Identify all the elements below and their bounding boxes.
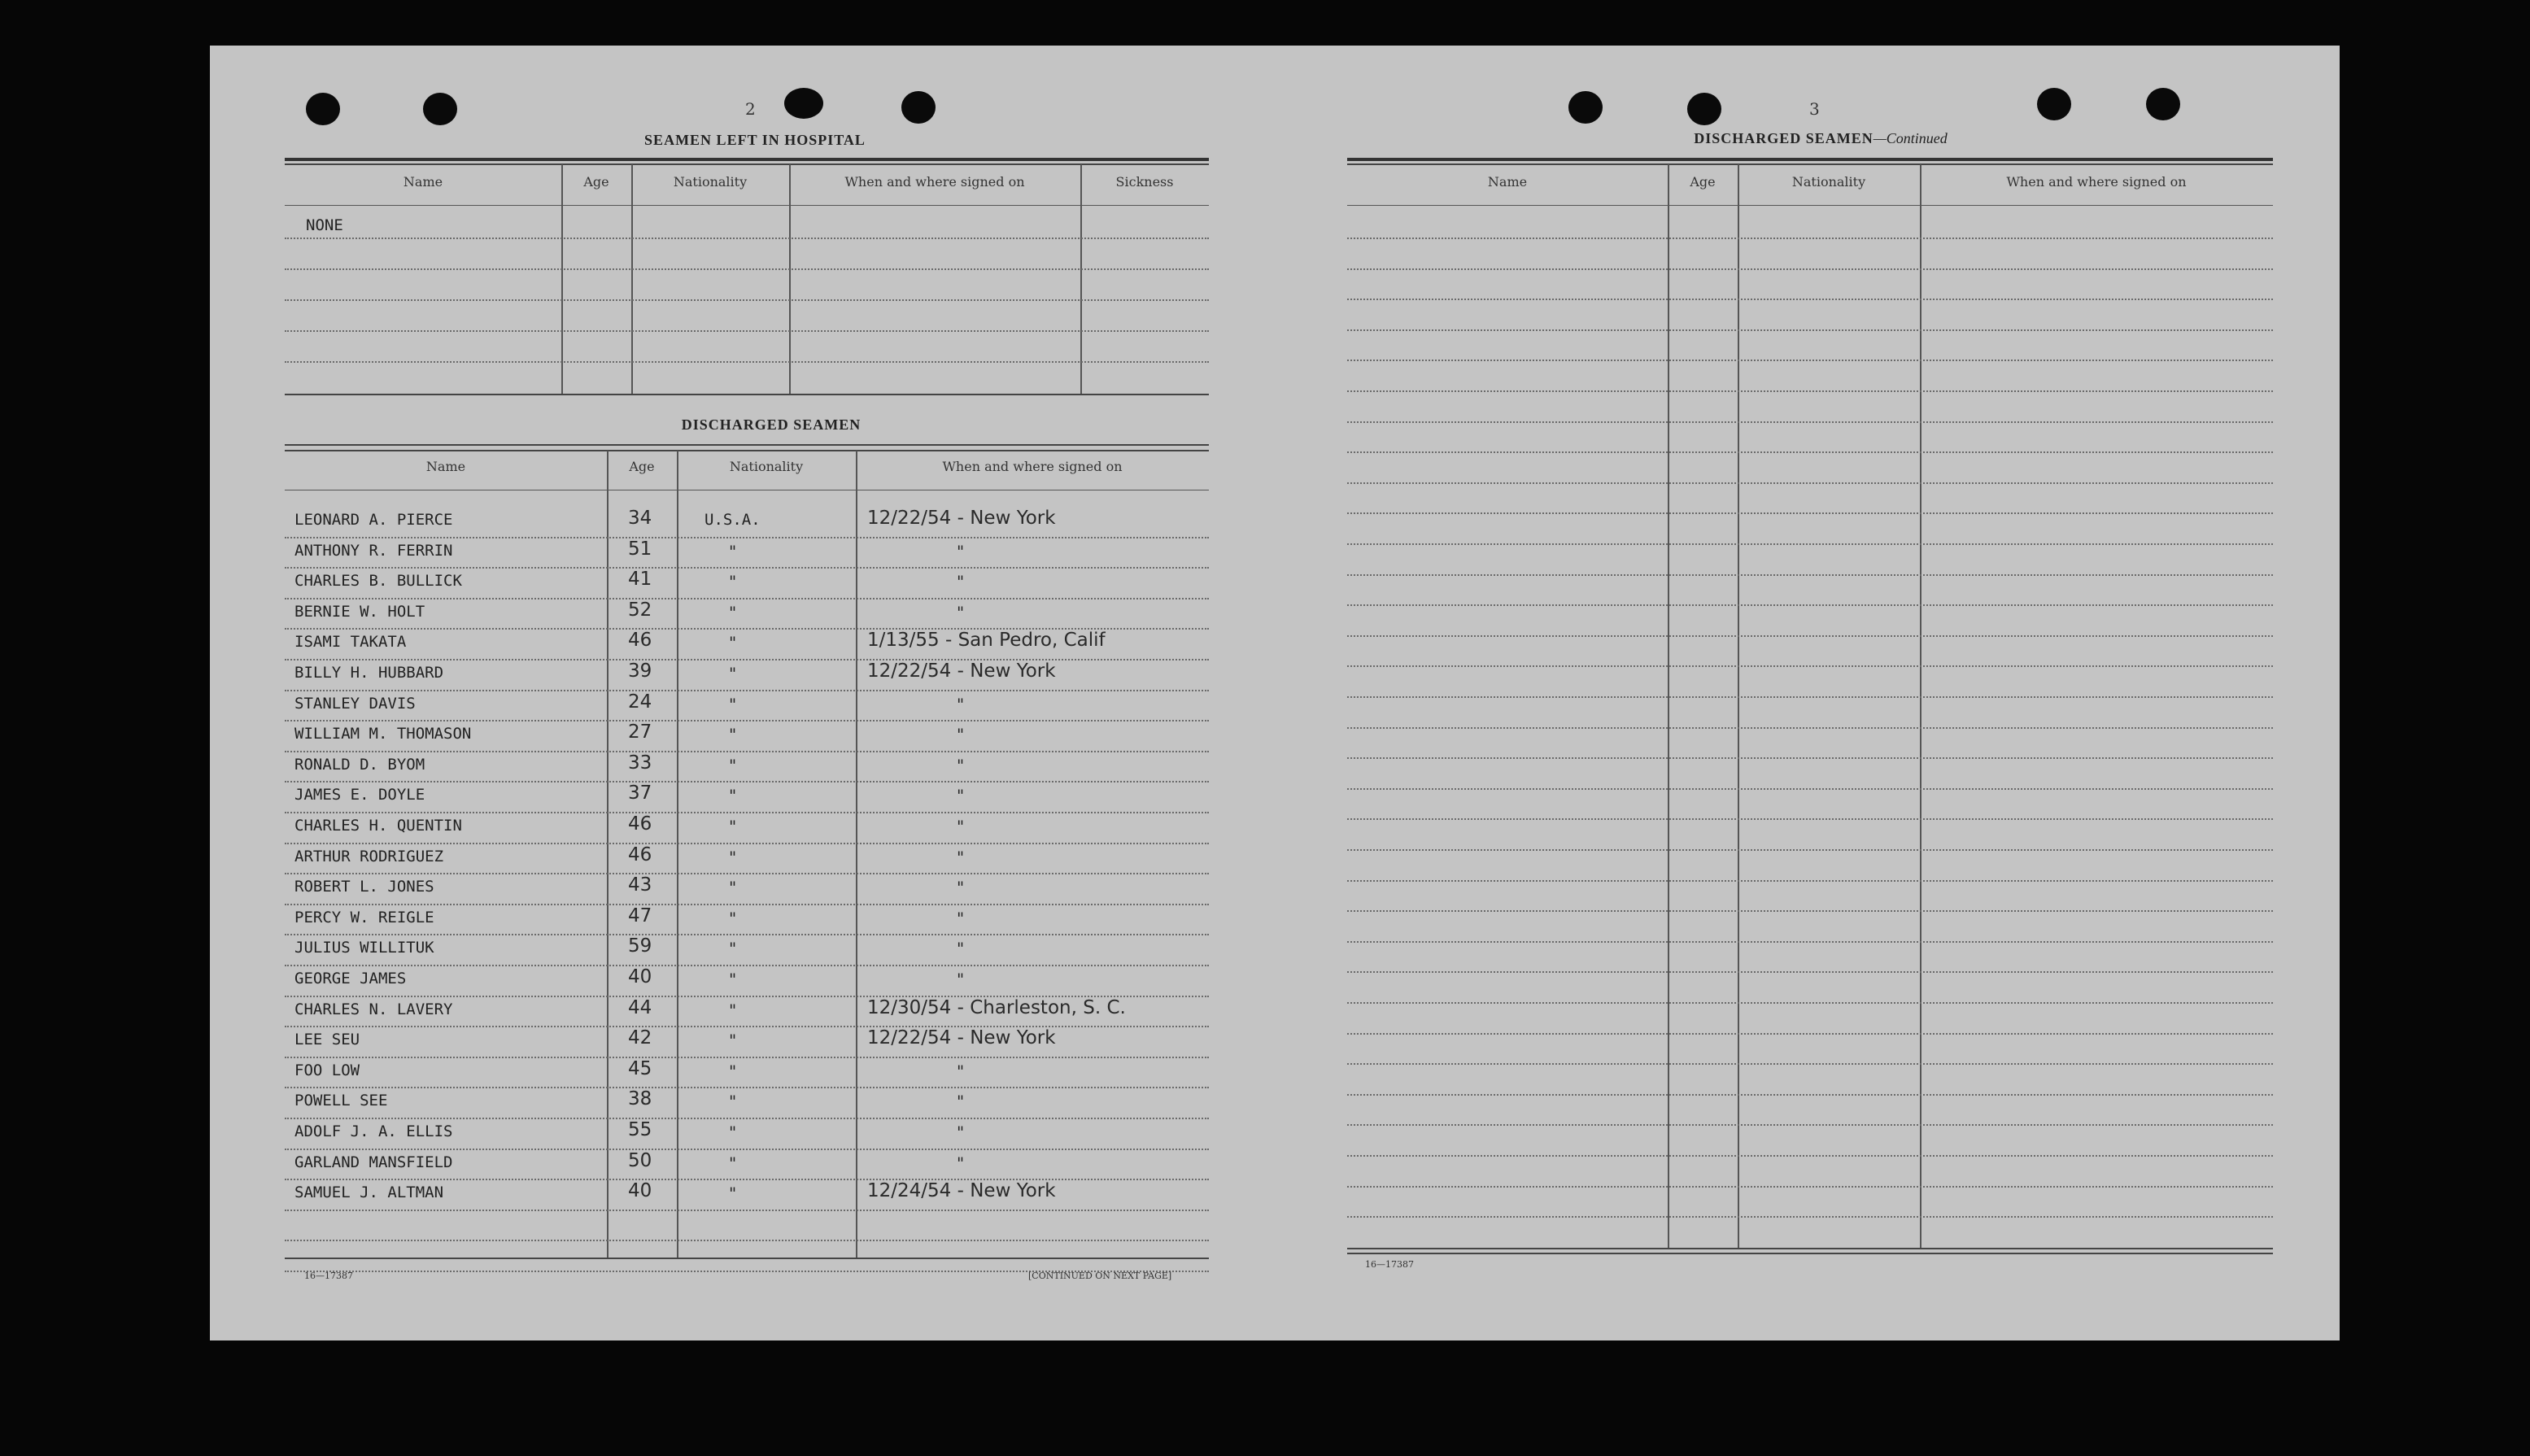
discharged-row-line	[285, 1179, 1209, 1180]
seaman-signed-on: "	[957, 1061, 965, 1081]
seaman-signed-on: "	[957, 1153, 965, 1173]
seaman-age: 52	[628, 599, 652, 621]
discharged-column-header: When and where signed on	[942, 459, 1123, 474]
seaman-name: LEONARD A. PIERCE	[294, 511, 453, 529]
seaman-nationality: "	[729, 603, 737, 622]
discharged-row-line	[285, 812, 1209, 813]
binder-hole-6	[1687, 93, 1721, 125]
seaman-nationality: "	[729, 1092, 737, 1111]
table-row	[210, 997, 1209, 1025]
binder-hole-1	[306, 93, 340, 125]
seaman-signed-on: 12/22/54 - New York	[867, 660, 1056, 682]
seaman-name: JAMES E. DOYLE	[294, 786, 425, 804]
discharged-row-line	[285, 1118, 1209, 1119]
hospital-row-line	[285, 330, 1209, 332]
continued-row-line	[1347, 849, 2273, 851]
hospital-column-divider	[1080, 164, 1082, 394]
table-row	[210, 935, 1209, 963]
table-row	[210, 1119, 1209, 1147]
right-title-suffix: —Continued	[1873, 130, 1948, 146]
table-row	[210, 813, 1209, 841]
table-row	[210, 599, 1209, 627]
table-row	[210, 1180, 1209, 1208]
continued-row-line	[1347, 880, 2273, 882]
continued-row-line	[1347, 268, 2273, 270]
discharged-column-header: Age	[629, 459, 655, 474]
seaman-name: LEE SEU	[294, 1031, 360, 1048]
seaman-age: 44	[628, 997, 652, 1018]
seaman-age: 43	[628, 874, 652, 896]
continued-row-line	[1347, 757, 2273, 759]
seaman-signed-on: "	[957, 572, 965, 591]
table-row	[210, 966, 1209, 994]
table-row	[210, 905, 1209, 933]
discharged-row-line	[285, 904, 1209, 905]
seaman-signed-on: "	[957, 695, 965, 714]
seaman-signed-on: "	[957, 786, 965, 805]
right-form-number: 16—17387	[1365, 1259, 1414, 1270]
continued-column-header: When and where signed on	[2006, 174, 2187, 190]
continued-column-header: Age	[1690, 174, 1716, 190]
seaman-signed-on: "	[957, 878, 965, 897]
continued-row-line	[1347, 1186, 2273, 1188]
continued-note: [CONTINUED ON NEXT PAGE]	[1028, 1271, 1172, 1281]
discharged-row-line	[285, 1149, 1209, 1150]
continued-row-line	[1347, 1033, 2273, 1035]
seaman-signed-on: 12/24/54 - New York	[867, 1180, 1056, 1201]
seaman-signed-on: "	[957, 1123, 965, 1142]
seaman-age: 27	[628, 721, 652, 743]
seaman-signed-on: 12/22/54 - New York	[867, 1027, 1056, 1048]
continued-row-line	[1347, 971, 2273, 973]
seaman-nationality: "	[729, 878, 737, 897]
seaman-name: WILLIAM M. THOMASON	[294, 725, 472, 743]
seaman-signed-on: "	[957, 756, 965, 775]
seaman-signed-on: "	[957, 970, 965, 989]
seaman-signed-on: 12/30/54 - Charleston, S. C.	[867, 997, 1126, 1018]
seaman-age: 46	[628, 844, 652, 865]
table-row	[210, 752, 1209, 780]
table-row	[210, 1088, 1209, 1116]
seaman-age: 34	[628, 508, 652, 529]
hospital-column-header: Name	[403, 174, 443, 190]
continued-column-divider	[1738, 164, 1739, 1248]
table-row	[210, 1150, 1209, 1178]
seaman-age: 45	[628, 1058, 652, 1079]
continued-row-line	[1347, 910, 2273, 912]
continued-row-line	[1347, 451, 2273, 453]
discharged-row-line	[285, 659, 1209, 660]
continued-row-line	[1347, 574, 2273, 576]
seaman-signed-on: "	[957, 848, 965, 867]
seaman-nationality: "	[729, 1000, 737, 1020]
discharged-title: DISCHARGED SEAMEN	[681, 416, 862, 433]
seaman-name: ROBERT L. JONES	[294, 878, 434, 896]
binder-hole-2	[423, 93, 457, 125]
seaman-age: 33	[628, 752, 652, 774]
continued-row-line	[1347, 329, 2273, 331]
seaman-nationality: "	[729, 786, 737, 805]
hospital-row-line	[285, 361, 1209, 363]
seaman-signed-on: "	[957, 909, 965, 928]
hospital-column-divider	[631, 164, 633, 394]
binder-hole-4	[901, 91, 936, 124]
hospital-entry-none: NONE	[306, 216, 343, 234]
seaman-age: 46	[628, 813, 652, 835]
table-row	[210, 691, 1209, 719]
right-title	[1568, 130, 2073, 147]
binder-hole-7	[2037, 88, 2071, 120]
table-row	[210, 721, 1209, 749]
table-row	[210, 1058, 1209, 1086]
discharged-row-line	[285, 843, 1209, 844]
seaman-name: BILLY H. HUBBARD	[294, 664, 444, 682]
discharged-row-line	[285, 965, 1209, 966]
right-page-number: 3	[1809, 99, 1820, 119]
seaman-age: 41	[628, 569, 652, 590]
table-row	[210, 630, 1209, 657]
seaman-age: 51	[628, 538, 652, 560]
hospital-column-divider	[789, 164, 791, 394]
continued-row-line	[1347, 482, 2273, 484]
continued-column-header: Name	[1487, 174, 1528, 190]
seaman-nationality: "	[729, 939, 737, 958]
discharged-row-line	[285, 1026, 1209, 1027]
seaman-signed-on: "	[957, 542, 965, 561]
discharged-row-line	[285, 537, 1209, 538]
discharged-row-line	[285, 1057, 1209, 1058]
hospital-column-header: When and where signed on	[844, 174, 1025, 190]
table-row	[210, 660, 1209, 688]
seaman-name: JULIUS WILLITUK	[294, 939, 434, 957]
seaman-name: CHARLES B. BULLICK	[294, 572, 462, 590]
continued-row-line	[1347, 818, 2273, 820]
seaman-nationality: "	[729, 542, 737, 561]
continued-row-line	[1347, 941, 2273, 943]
seaman-signed-on: "	[957, 603, 965, 622]
seaman-nationality: "	[729, 725, 737, 744]
table-row	[210, 538, 1209, 566]
continued-row-line	[1347, 238, 2273, 239]
seaman-name: RONALD D. BYOM	[294, 756, 425, 774]
seaman-nationality: "	[729, 664, 737, 683]
discharged-column-header: Nationality	[729, 459, 804, 474]
discharged-row-line	[285, 934, 1209, 935]
seaman-name: CHARLES N. LAVERY	[294, 1000, 453, 1018]
left-form-number: 16—17387	[304, 1271, 353, 1281]
right-title-text: DISCHARGED SEAMEN	[1694, 130, 1874, 146]
continued-row-line	[1347, 788, 2273, 790]
seaman-name: FOO LOW	[294, 1061, 360, 1079]
table-row	[210, 1027, 1209, 1055]
seaman-name: PERCY W. REIGLE	[294, 909, 434, 926]
discharged-row-line	[285, 1240, 1209, 1241]
seaman-nationality: "	[729, 695, 737, 714]
discharged-row-line	[285, 598, 1209, 599]
seaman-age: 40	[628, 1180, 652, 1201]
seaman-signed-on: 12/22/54 - New York	[867, 508, 1056, 529]
seaman-age: 42	[628, 1027, 652, 1048]
seaman-age: 37	[628, 782, 652, 804]
seaman-nationality: "	[729, 1061, 737, 1081]
seaman-nationality: "	[729, 1184, 737, 1203]
continued-row-line	[1347, 512, 2273, 514]
seaman-nationality: "	[729, 1031, 737, 1050]
seaman-name: POWELL SEE	[294, 1092, 388, 1109]
continued-row-line	[1347, 696, 2273, 698]
seaman-name: STANLEY DAVIS	[294, 695, 416, 713]
continued-row-line	[1347, 390, 2273, 392]
hospital-row-line	[285, 238, 1209, 239]
seaman-name: GARLAND MANSFIELD	[294, 1153, 453, 1171]
seaman-name: ANTHONY R. FERRIN	[294, 542, 453, 560]
seaman-nationality: "	[729, 633, 737, 652]
seaman-nationality: "	[729, 1123, 737, 1142]
seaman-age: 39	[628, 660, 652, 682]
hospital-row-line	[285, 268, 1209, 270]
seaman-age: 24	[628, 691, 652, 713]
seaman-nationality: "	[729, 848, 737, 867]
binder-hole-3	[784, 88, 823, 119]
table-row	[210, 508, 1209, 535]
hospital-column-header: Age	[583, 174, 609, 190]
seaman-signed-on: "	[957, 1092, 965, 1111]
seaman-name: GEORGE JAMES	[294, 970, 407, 987]
discharged-row-line	[285, 720, 1209, 721]
discharged-row-line	[285, 1087, 1209, 1088]
seaman-nationality: "	[729, 756, 737, 775]
hospital-column-header: Nationality	[673, 174, 748, 190]
continued-row-line	[1347, 299, 2273, 300]
binder-hole-5	[1568, 91, 1603, 124]
continued-row-line	[1347, 635, 2273, 637]
table-row	[210, 844, 1209, 872]
binder-hole-8	[2146, 88, 2180, 120]
continued-row-line	[1347, 1216, 2273, 1218]
seaman-signed-on: "	[957, 939, 965, 958]
continued-row-line	[1347, 1094, 2273, 1096]
continued-row-line	[1347, 604, 2273, 606]
table-row	[210, 782, 1209, 810]
seaman-signed-on: 1/13/55 - San Pedro, Calif	[867, 630, 1106, 651]
table-row	[210, 874, 1209, 902]
seaman-age: 50	[628, 1150, 652, 1171]
seaman-name: ARTHUR RODRIGUEZ	[294, 848, 444, 865]
continued-column-divider	[1668, 164, 1669, 1248]
discharged-row-line	[285, 751, 1209, 752]
seaman-nationality: "	[729, 970, 737, 989]
hospital-row-line	[285, 299, 1209, 301]
seaman-signed-on: "	[957, 817, 965, 836]
seaman-age: 38	[628, 1088, 652, 1109]
seaman-age: 40	[628, 966, 652, 987]
seaman-nationality: "	[729, 817, 737, 836]
seaman-nationality: "	[729, 909, 737, 928]
continued-row-line	[1347, 1124, 2273, 1126]
continued-row-line	[1347, 543, 2273, 545]
continued-row-line	[1347, 665, 2273, 667]
seaman-name: SAMUEL J. ALTMAN	[294, 1184, 444, 1201]
continued-row-line	[1347, 1063, 2273, 1065]
seaman-name: ISAMI TAKATA	[294, 633, 407, 651]
continued-row-line	[1347, 727, 2273, 729]
discharged-row-line	[285, 690, 1209, 691]
seaman-age: 47	[628, 905, 652, 926]
continued-row-line	[1347, 1002, 2273, 1004]
seaman-nationality: U.S.A.	[704, 511, 761, 529]
hospital-header-rule	[285, 205, 1209, 206]
seaman-name: CHARLES H. QUENTIN	[294, 817, 462, 835]
discharged-column-header: Name	[425, 459, 466, 474]
continued-row-line	[1347, 421, 2273, 423]
document-sheet	[210, 46, 2340, 1340]
seaman-name: BERNIE W. HOLT	[294, 603, 425, 621]
seaman-signed-on: "	[957, 725, 965, 744]
hospital-title: SEAMEN LEFT IN HOSPITAL	[644, 132, 866, 148]
discharged-row-line	[285, 1210, 1209, 1211]
continued-header-rule	[1347, 205, 2273, 206]
seaman-nationality: "	[729, 572, 737, 591]
discharged-row-line	[285, 873, 1209, 874]
continued-column-divider	[1920, 164, 1921, 1248]
seaman-nationality: "	[729, 1153, 737, 1173]
discharged-row-line	[285, 567, 1209, 569]
seaman-age: 55	[628, 1119, 652, 1140]
hospital-column-divider	[561, 164, 563, 394]
table-row	[210, 569, 1209, 596]
seaman-age: 59	[628, 935, 652, 957]
continued-row-line	[1347, 360, 2273, 361]
seaman-age: 46	[628, 630, 652, 651]
continued-row-line	[1347, 1155, 2273, 1157]
left-page-number: 2	[745, 99, 756, 119]
discharged-row-line	[285, 781, 1209, 782]
continued-column-header: Nationality	[1791, 174, 1866, 190]
seaman-name: ADOLF J. A. ELLIS	[294, 1123, 453, 1140]
hospital-column-header: Sickness	[1115, 174, 1174, 190]
